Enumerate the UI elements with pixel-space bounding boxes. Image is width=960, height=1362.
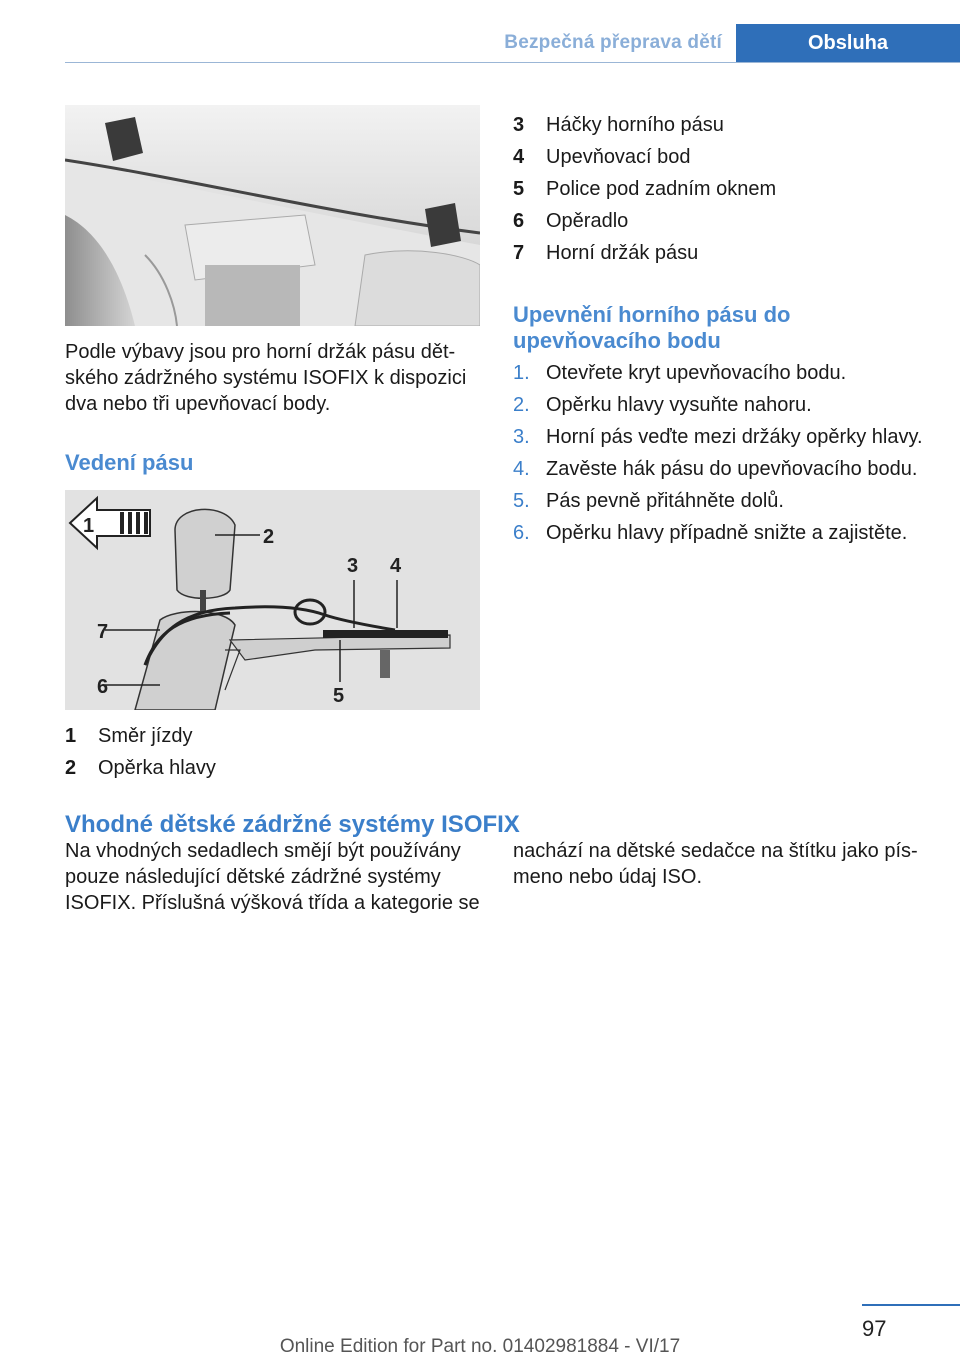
isofix-line: Na vhodných sedadlech smějí být používány [65,840,461,862]
step-number: 6. [513,522,530,544]
callout-4: 4 [390,555,402,577]
step-number: 4. [513,458,530,480]
rear-shelf-anchor-photo [65,105,480,326]
legend-number: 6 [513,210,525,232]
step-number: 3. [513,426,530,448]
seatback-shape [135,612,235,710]
callout-7: 7 [97,621,109,643]
step-text: Opěrku hlavy případně snižte a zajistěte. [546,522,908,544]
isofix-paragraph-right [513,838,943,890]
isofix-line: pouze následující dětské zádržné systémy [65,866,441,888]
intro-line: Podle výbavy jsou pro horní držák pásu dět‐ [65,341,456,363]
step-number: 5. [513,490,530,512]
page-number: 97 [862,1316,887,1341]
belt-routing-illustration [65,490,480,710]
legend-text: Směr jízdy [98,725,193,747]
callout-3: 3 [347,555,359,577]
chapter-tab-label: Obsluha [807,32,888,54]
legend-text: Upevňovací bod [546,146,691,168]
legend-text: Opěradlo [546,210,629,232]
legend-number: 3 [513,114,525,136]
legend-text: Horní držák pásu [546,242,699,264]
legend-text: Háčky horního pásu [546,114,724,136]
legend-number: 5 [513,178,525,200]
callout-1: 1 [83,515,95,537]
heading-line: upevňovacího bodu [513,328,721,353]
step-text: Zavěste hák pásu do upevňovacího bodu. [546,458,918,480]
chapter-tab [736,24,960,63]
step-text: Opěrku hlavy vysuňte nahoru. [546,394,812,416]
heading-line: Upevnění horního pásu do [513,302,791,327]
legend-number: 4 [513,146,525,168]
legend-text: Police pod zadním oknem [546,178,777,200]
step-text: Horní pás veďte mezi držáky opěrky hlavy. [546,426,923,448]
callout-2: 2 [263,526,275,548]
online-edition-note: Online Edition for Part no. 01402981884 - VI/17 [279,1336,681,1357]
footer-rule [862,1304,960,1306]
header-rule [65,62,960,63]
isofix-paragraph-left [65,838,495,916]
rear-shelf-illustration [65,105,480,326]
legend-number: 2 [65,757,77,779]
heading-belt-routing: Vedení pásu [65,450,194,475]
isofix-line: nachází na dětské sedačce na štítku jako pís‐ [513,840,918,862]
heading-isofix: Vhodné dětské zádržné systémy ISOFIX [65,811,520,838]
headrest-shape [175,509,235,598]
legend-number: 1 [65,725,77,747]
running-header-section: Bezpečná přeprava dětí [504,32,722,53]
intro-line: dva nebo tři upevňovací body. [65,393,331,415]
legend-number: 7 [513,242,525,264]
callout-6: 6 [97,676,109,698]
step-number: 2. [513,394,530,416]
intro-line: ského zádržného systému ISOFIX k dispozici [65,367,467,389]
step-number: 1. [513,362,530,384]
belt-routing-diagram [65,490,480,710]
callout-5: 5 [333,685,345,707]
isofix-line: meno nebo údaj ISO. [513,866,703,888]
step-text: Otevřete kryt upevňovacího bodu. [546,362,847,384]
isofix-line: ISOFIX. Příslušná výšková třída a kategorie se [65,892,480,914]
heading-attach-belt [513,302,933,354]
intro-paragraph [65,339,485,417]
step-text: Pás pevně přitáhněte dolů. [546,490,784,512]
legend-text: Opěrka hlavy [98,757,216,779]
